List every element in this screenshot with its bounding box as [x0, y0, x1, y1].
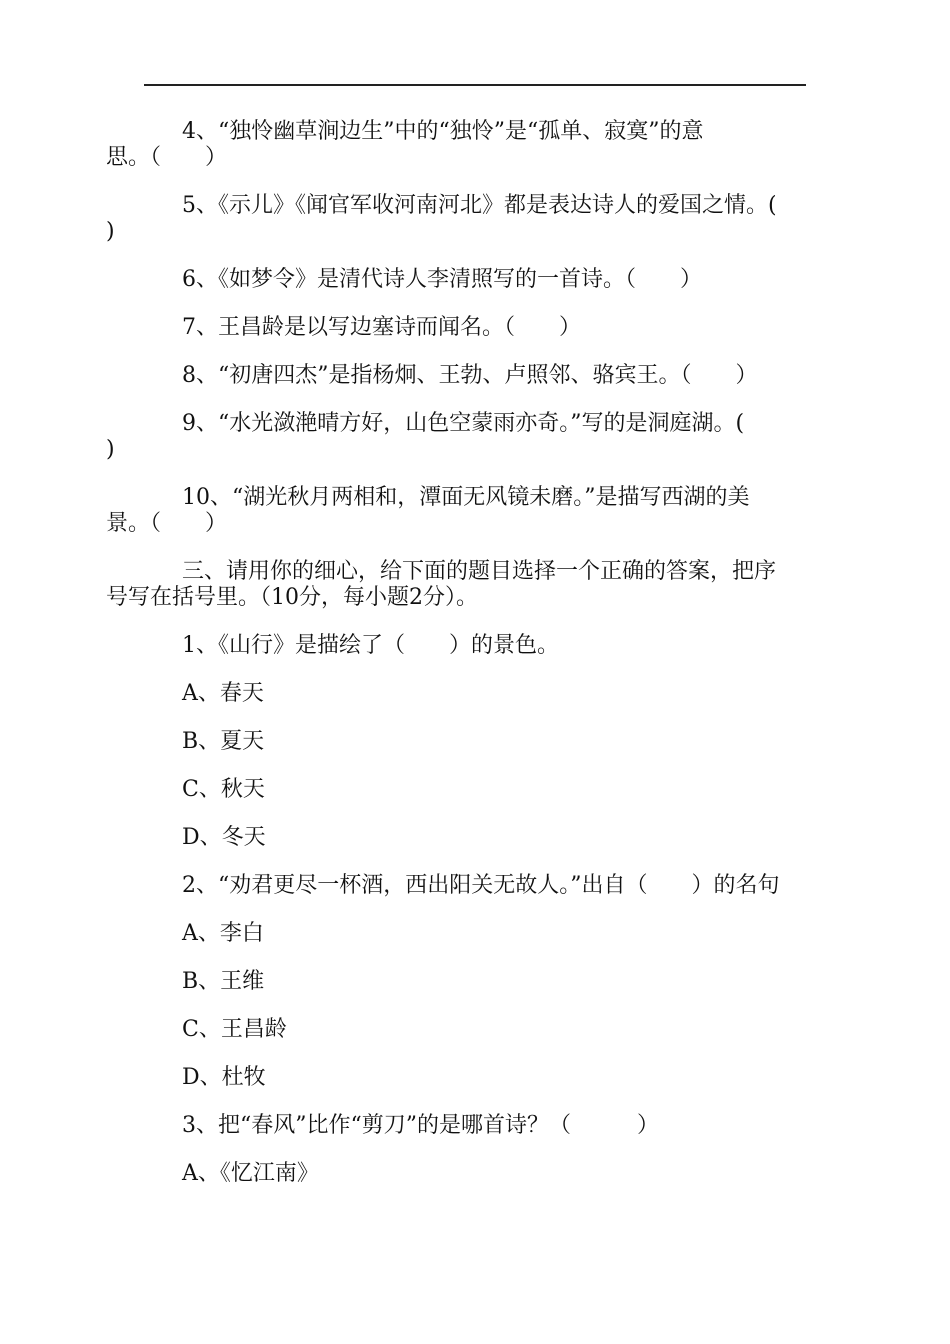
mc-option: A、《忆江南》	[182, 1161, 319, 1186]
mc-option: C、秋天	[182, 777, 265, 802]
mc-option: A、春天	[182, 681, 264, 706]
judgement-item-4: 4、“独怜幽草涧边生”中的“独怜”是“孤单、寂寞”的意 思。（ ）	[106, 119, 704, 170]
mc-option: B、夏天	[182, 729, 265, 754]
judgement-item-9: 9、“水光潋滟晴方好，山色空蒙雨亦奇。”写的是洞庭湖。( )	[106, 411, 745, 462]
section-3-heading: 三、请用你的细心，给下面的题目选择一个正确的答案，把序 号写在括号里。（10分，每小题2分）。	[106, 559, 777, 610]
mc-question-1: 1、《山行》是描绘了（ ）的景色。	[182, 633, 559, 658]
judgement-item-8: 8、“初唐四杰”是指杨炯、王勃、卢照邻、骆宾王。（ ）	[182, 363, 758, 388]
mc-option: C、王昌龄	[182, 1017, 287, 1042]
judgement-item-6: 6、《如梦令》是清代诗人李清照写的一首诗。（ ）	[182, 267, 702, 292]
mc-question-3: 3、把“春风”比作“剪刀”的是哪首诗？（ ）	[182, 1113, 659, 1138]
mc-question-2: 2、“劝君更尽一杯酒，西出阳关无故人。”出自（ ）的名句	[182, 873, 780, 898]
judgement-item-10: 10、“湖光秋月两相和，潭面无风镜未磨。”是描写西湖的美 景。（ ）	[106, 485, 750, 536]
document-body	[106, 119, 806, 1209]
mc-option: D、冬天	[182, 825, 266, 850]
judgement-item-7: 7、王昌龄是以写边塞诗而闻名。（ ）	[182, 315, 581, 340]
mc-option: D、杜牧	[182, 1065, 266, 1090]
judgement-item-5: 5、《示儿》《闻官军收河南河北》都是表达诗人的爱国之情。( )	[106, 193, 777, 244]
header-rule	[144, 84, 806, 86]
mc-option: B、王维	[182, 969, 265, 994]
mc-option: A、李白	[182, 921, 264, 946]
